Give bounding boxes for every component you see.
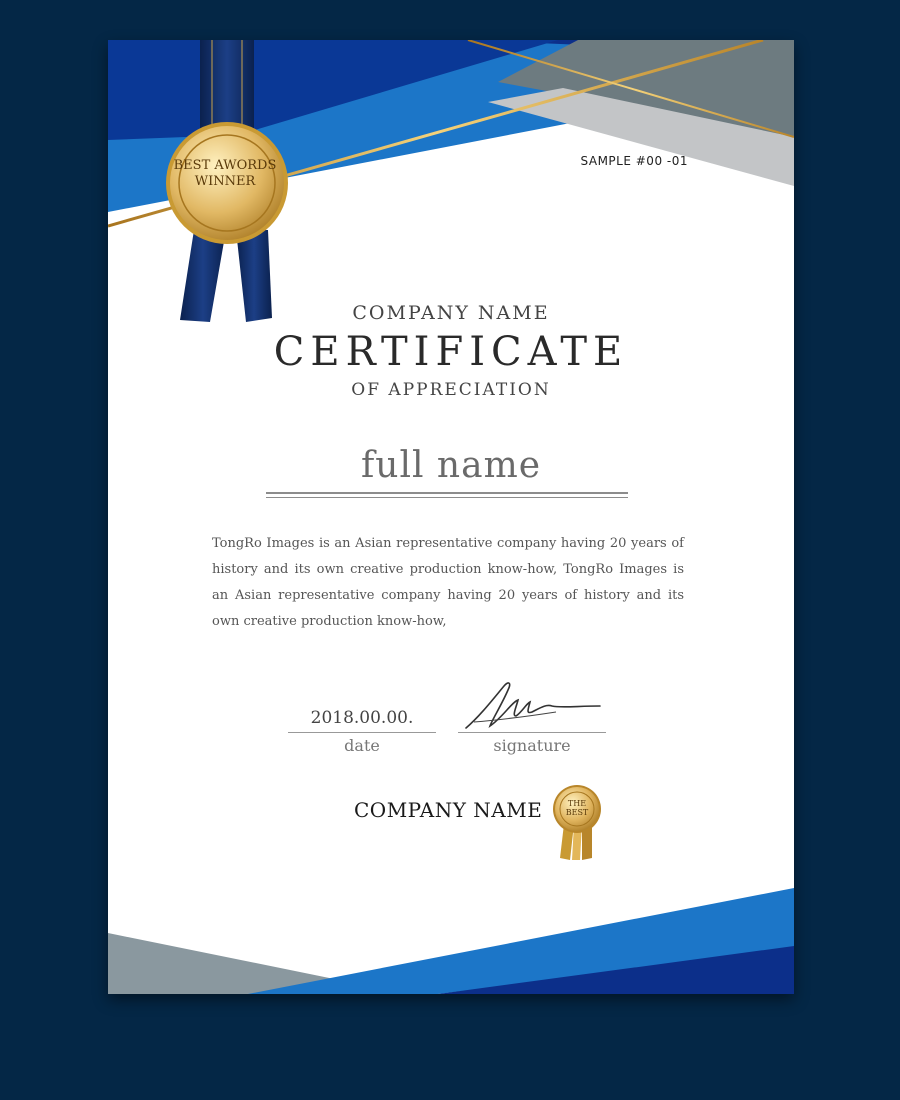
- small-seal-text: THE BEST: [565, 799, 589, 817]
- date-value: 2018.00.00.: [310, 708, 414, 728]
- signature-line: [458, 732, 606, 733]
- recipient-name: full name: [360, 445, 542, 486]
- date-label: date: [344, 736, 380, 755]
- sample-number: SAMPLE #00 -01: [580, 154, 688, 168]
- signature-label: signature: [493, 736, 571, 755]
- signature-mark: [460, 676, 610, 734]
- date-line: [288, 732, 436, 733]
- certificate-page: [108, 40, 794, 994]
- small-gold-seal-icon: [552, 784, 608, 864]
- certificate-description: TongRo Images is an Asian representative company having 20 years of history and its own creative production know-how, TongRo Images is an Asian representative company having 20 years of history and its own creative production know-how,: [212, 536, 684, 629]
- ribbon-medal-text: BEST AWORDS WINNER: [173, 158, 277, 189]
- company-name-top: COMPANY NAME: [352, 302, 550, 324]
- name-underline-thin: [266, 497, 628, 498]
- certificate-subtitle: OF APPRECIATION: [351, 380, 551, 400]
- name-underline: [266, 492, 628, 494]
- company-name-bottom: COMPANY NAME: [354, 798, 543, 822]
- certificate-title: CERTIFICATE: [273, 329, 629, 375]
